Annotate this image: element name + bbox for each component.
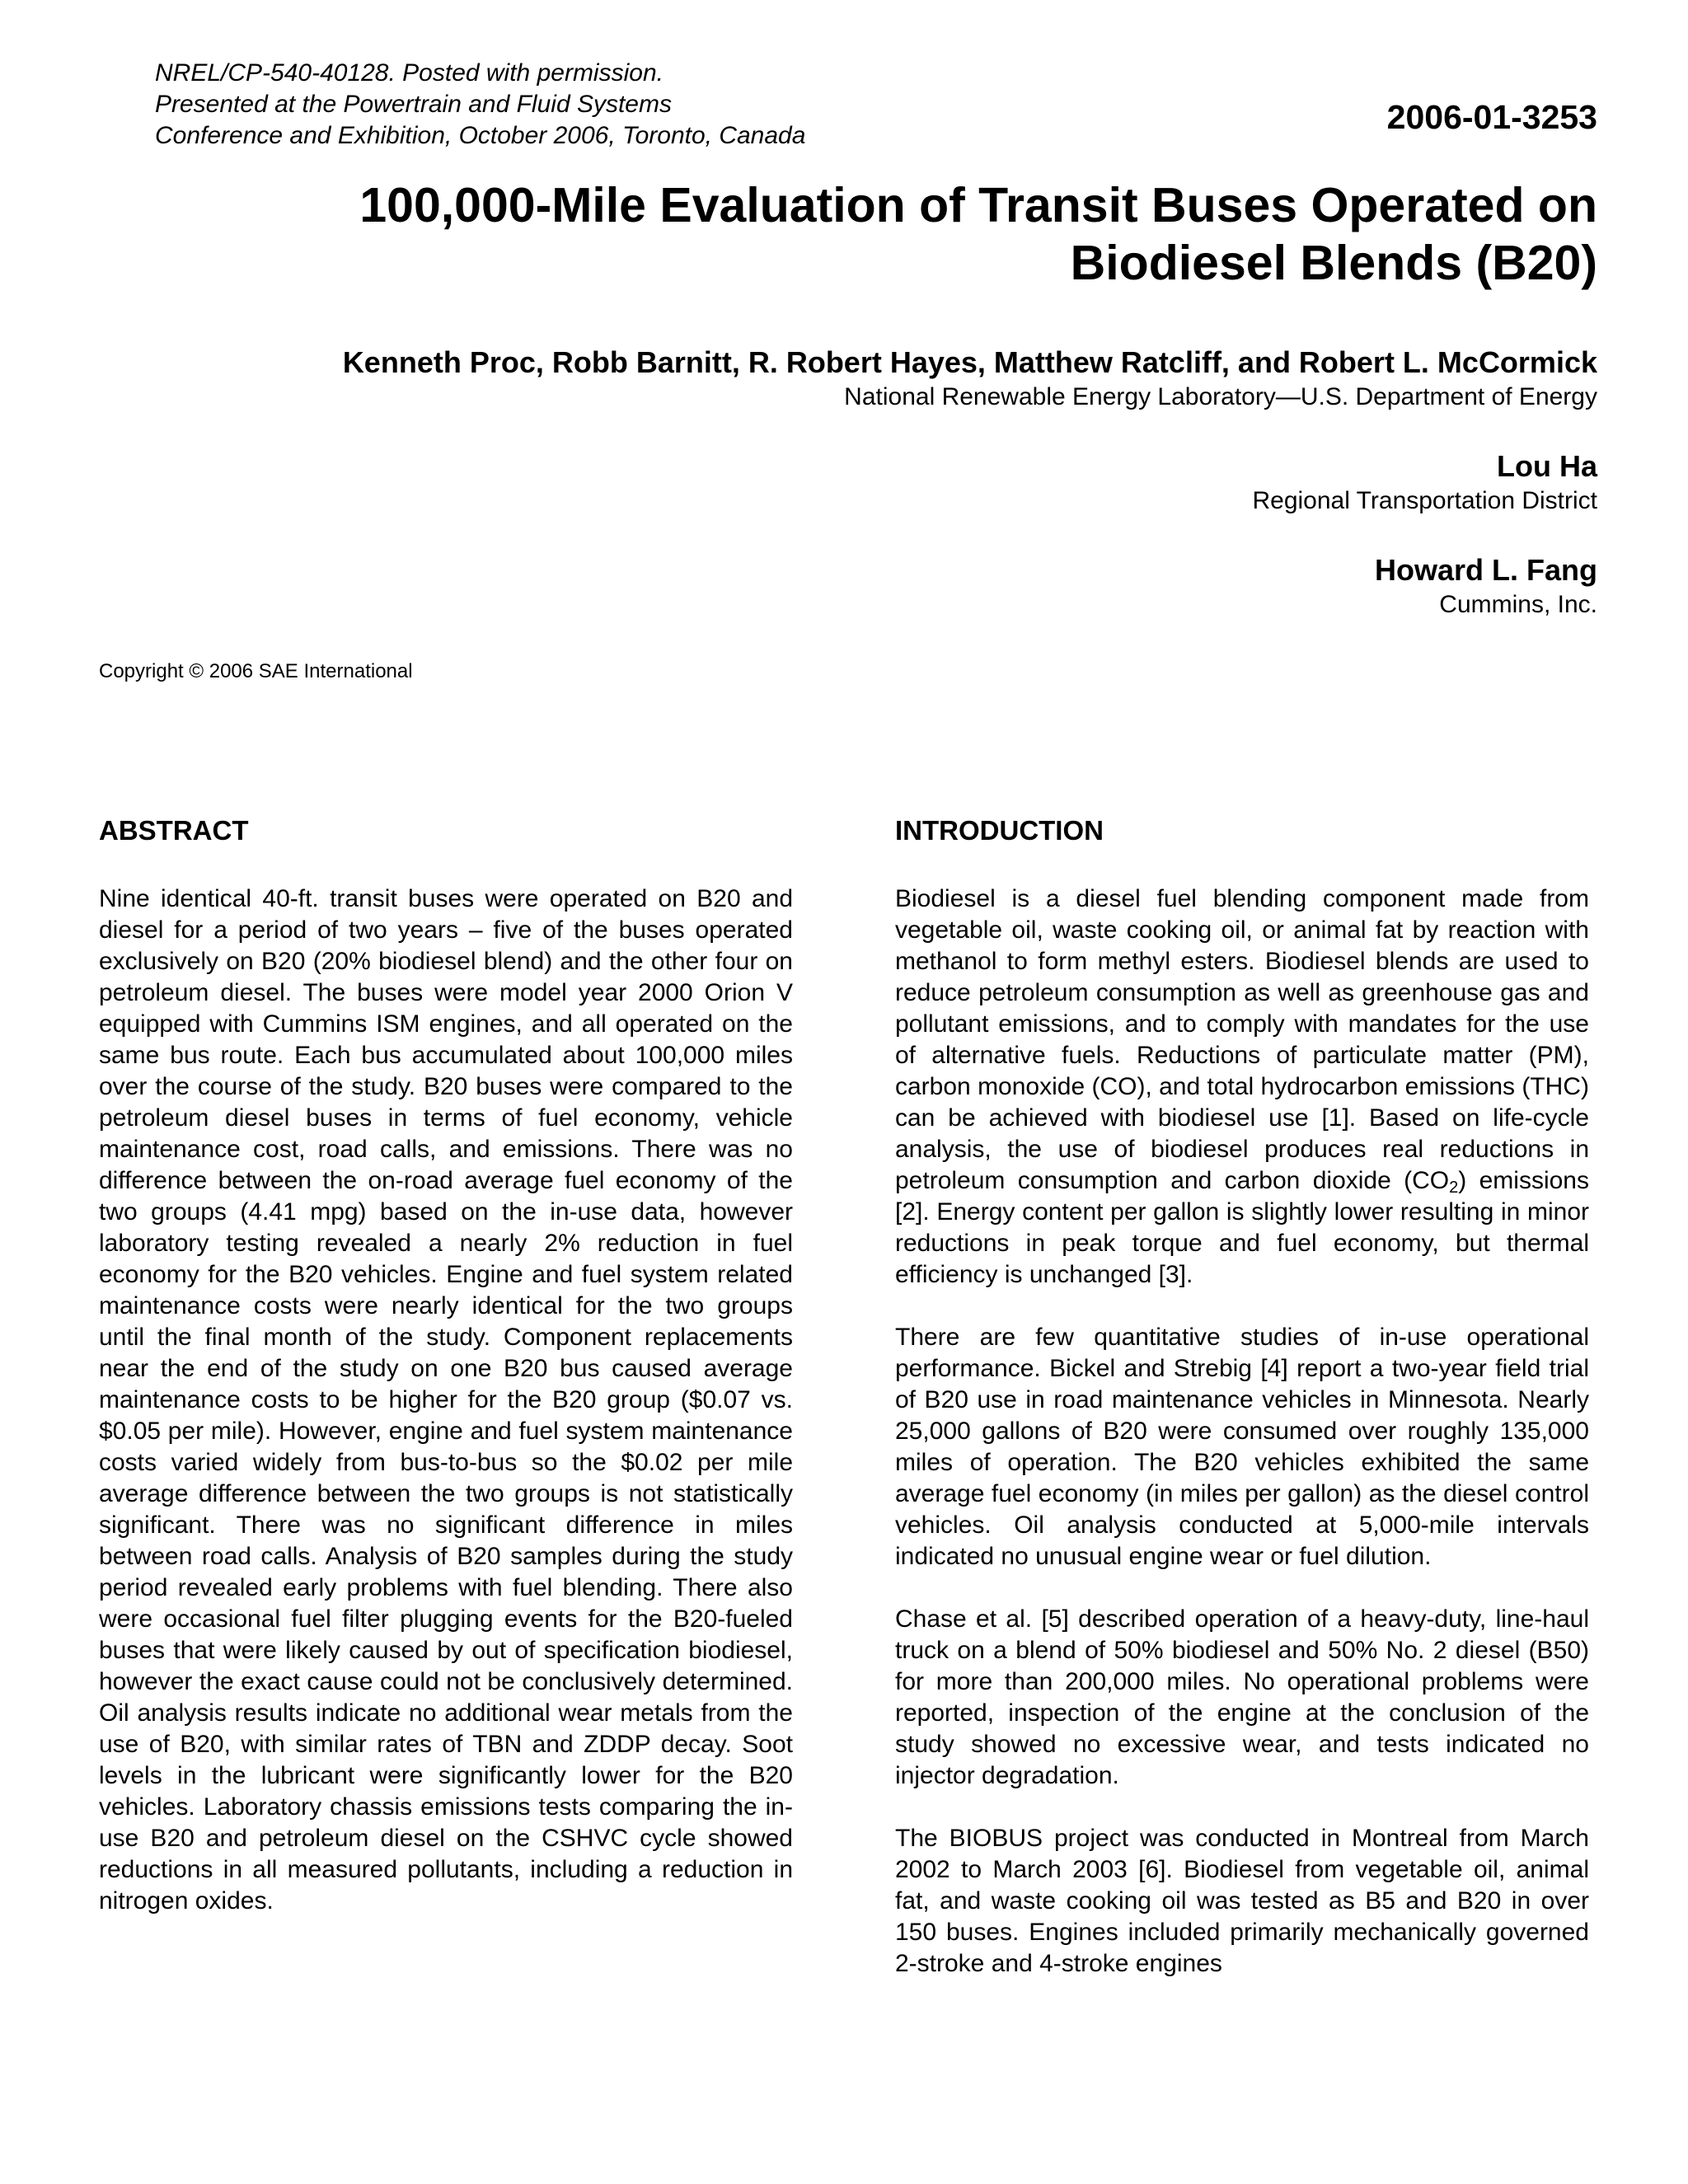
co2-subscript: 2 — [1449, 1179, 1459, 1197]
abstract-paragraph: Nine identical 40-ft. transit buses were operated on B20 and diesel for a period of two years – five of the buses operated exclusively on B20 (20% biodiesel blend) and the other four on petroleum diesel. The buses were model year 2000 Orion V equipped with Cummins ISM engines, and all operated on the same bus route. Each bus accumulated about 100,000 miles over the course of the study. B20 buses were compared to the petroleum diesel buses in terms of fuel economy, vehicle maintenance cost, road calls, and emissions. There was no difference between the on-road average fuel economy of the two groups (4.41 mpg) based on the in-use data, however laboratory testing revealed a nearly 2% reduction in fuel economy for the B20 vehicles. Engine and fuel system related maintenance costs were nearly identical for the two groups until the final month of the study. Component replacements near the end of the study on one B20 bus caused average maintenance costs to be higher for the B20 group ($0.07 vs. $0.05 per mile). However, engine and fuel system maintenance costs varied widely from bus-to-bus so the $0.02 per mile average difference between the two groups is not statistically significant. There was no significant difference in miles between road calls. Analysis of B20 samples during the study period revealed early problems with fuel blending. There also were occasional fuel filter plugging events for the B20-fueled buses that were likely caused by out of specification biodiesel, however the exact cause could not be conclusively determined. Oil analysis results indicate no additional wear metals from the use of B20, with similar rates of TBN and ZDDP decay. Soot levels in the lubricant were significantly lower for the B20 vehicles. Laboratory chassis emissions tests comparing the in-use B20 and petroleum diesel on the CSHVC cycle showed reductions in all measured pollutants, including a reduction in nitrogen oxides. — [99, 885, 793, 1915]
title-line: Biodiesel Blends (B20) — [1070, 236, 1597, 290]
intro-paragraph-4: The BIOBUS project was conducted in Montreal from March 2002 to March 2003 [6]. Biodiesel from vegetable oil, animal fat, and waste cooking oil was tested as B5 and B20 in over 150 buses. Engines included primarily mechanically governed 2-stroke and 4-stroke engines — [895, 1825, 1589, 1977]
intro-paragraph-1 — [895, 883, 1589, 1291]
introduction-heading: INTRODUCTION — [895, 815, 1104, 846]
title-line: 100,000-Mile Evaluation of Transit Buses Operated on — [359, 178, 1597, 232]
author-howard-fang: Howard L. Fang — [1375, 553, 1597, 587]
notice-line: Presented at the Powertrain and Fluid Systems — [155, 91, 672, 118]
notice-line: Conference and Exhibition, October 2006, Toronto, Canada — [155, 122, 806, 149]
intro-p1-text-a: Biodiesel is a diesel fuel blending component made from vegetable oil, waste cooking oil, or animal fat by reaction with methanol to form methyl esters. Biodiesel blends are used to reduce petroleum consumption as well as greenhouse gas and pollutant emissions, and to comply with mandates for the use of alternative fuels. Reductions of particulate matter (PM), carbon monoxide (CO), and total hydrocarbon emissions (THC) can be achieved with biodiesel use [1]. Based on life-cycle analysis, the use of biodiesel produces real reductions in petroleum consumption and carbon dioxide (CO — [895, 885, 1590, 1194]
publication-notice — [155, 58, 897, 152]
notice-line: NREL/CP-540-40128. Posted with permission. — [155, 59, 663, 87]
intro-paragraph-2: There are few quantitative studies of in-use operational performance. Bickel and Strebig [4] report a two-year field trial of B20 use in road maintenance vehicles in Minnesota. Nearly 25,000 gallons of B20 were consumed over roughly 135,000 miles of operation. The B20 vehicles exhibited the same average fuel economy (in miles per gallon) as the diesel control vehicles. Oil analysis conducted at 5,000-mile intervals indicated no unusual engine wear or fuel dilution. — [895, 1324, 1589, 1570]
abstract-heading: ABSTRACT — [99, 815, 249, 846]
paper-number: 2006-01-3253 — [1386, 98, 1597, 136]
introduction-section — [895, 814, 1589, 1980]
primary-affiliation: National Renewable Energy Laboratory—U.S. Department of Energy — [844, 383, 1597, 410]
copyright-notice: Copyright © 2006 SAE International — [99, 660, 413, 682]
paper-title — [196, 176, 1597, 292]
author-lou-ha: Lou Ha — [1497, 449, 1597, 483]
intro-p1-text-b: ) emissions [2]. Energy content per gallon is slightly lower resulting in minor reductions in peak torque and fuel economy, but thermal efficiency is unchanged [3]. — [895, 1167, 1589, 1288]
author-lou-ha-affiliation: Regional Transportation District — [1252, 487, 1597, 514]
primary-authors: Kenneth Proc, Robb Barnitt, R. Robert Hayes, Matthew Ratcliff, and Robert L. McCormick — [342, 345, 1597, 379]
intro-paragraph-3: Chase et al. [5] described operation of a heavy-duty, line-haul truck on a blend of 50% biodiesel and 50% No. 2 diesel (B50) for more than 200,000 miles. No operational problems were reported, inspection of the engine at the conclusion of the study showed no excessive wear, and tests indicated no injector degradation. — [895, 1605, 1589, 1789]
abstract-section — [99, 814, 793, 1917]
author-howard-fang-affiliation: Cummins, Inc. — [1439, 591, 1597, 618]
